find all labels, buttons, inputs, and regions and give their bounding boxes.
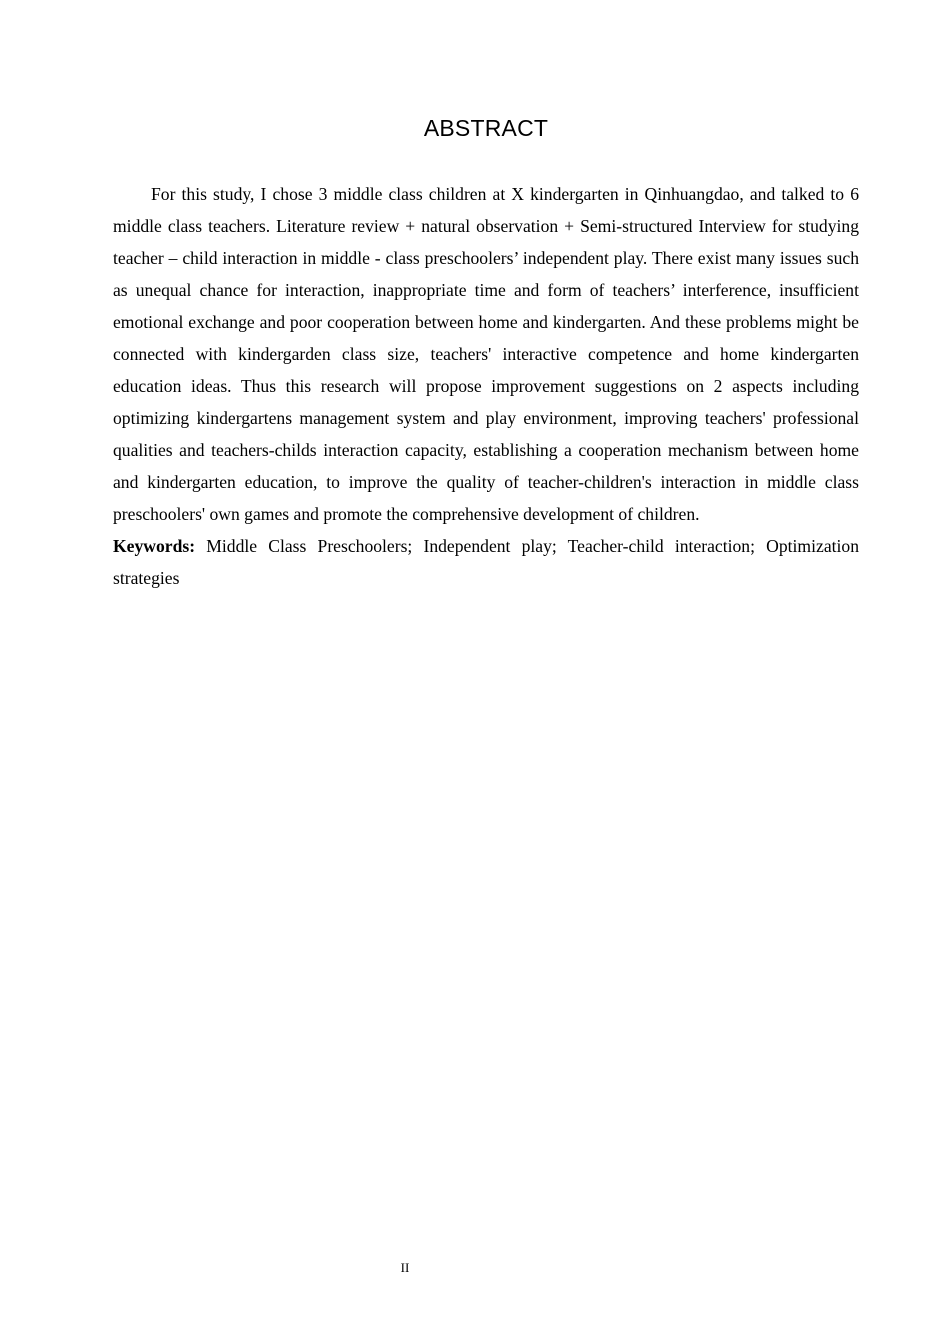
keywords-label: Keywords: — [113, 536, 196, 556]
keywords-line — [113, 530, 859, 594]
abstract-body — [113, 178, 859, 594]
keywords-text: Middle Class Preschoolers; Independent play; Teacher-child interaction; Optimization strategies — [113, 536, 859, 588]
page-number: II — [400, 1260, 410, 1275]
abstract-paragraph: For this study, I chose 3 middle class children at X kindergarten in Qinhuangdao, and talked to 6 middle class teachers. Literature review + natural observation + Semi-structured Interview for studying teacher – child interaction in middle - class preschoolers’ independent play. There exist many issues such as unequal chance for interaction, inappropriate time and form of teachers’ interference, insufficient emotional exchange and poor cooperation between home and kindergarten. And these problems might be connected with kindergarden class size, teachers' interactive competence and home kindergarten education ideas. Thus this research will propose improvement suggestions on 2 aspects including optimizing kindergartens management system and play environment, improving teachers' professional qualities and teachers-childs interaction capacity, establishing a cooperation mechanism between home and kindergarten education, to improve the quality of teacher-children's interaction in middle class preschoolers' own games and promote the comprehensive development of children. — [113, 184, 859, 524]
abstract-title: ABSTRACT — [423, 115, 549, 141]
